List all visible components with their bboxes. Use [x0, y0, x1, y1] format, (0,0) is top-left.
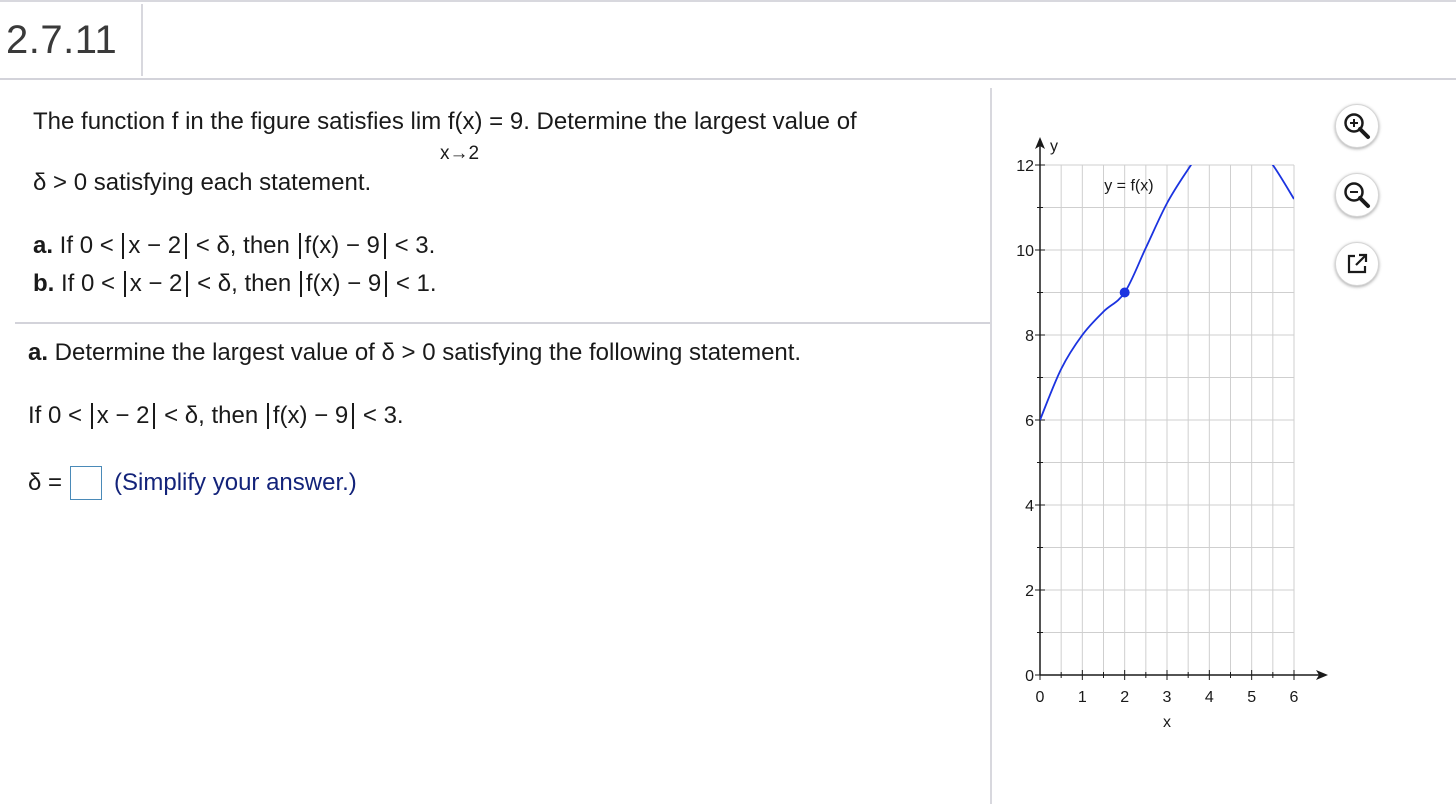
x-tick-label: 2 — [1120, 689, 1130, 706]
statement-a-post: < 3. — [394, 232, 436, 259]
answer-input[interactable] — [70, 466, 102, 500]
simplify-hint: (Simplify your answer.) — [114, 469, 357, 496]
part-a-stmt-pre: If 0 < — [28, 402, 83, 429]
y-axis-label: y — [1050, 138, 1058, 155]
x-tick-label: 4 — [1204, 689, 1214, 706]
highlight-point — [1120, 288, 1130, 298]
part-a-title — [28, 339, 801, 367]
y-tick-label: 6 — [1025, 413, 1034, 430]
lim-operator: lim — [410, 108, 442, 135]
statement-a-label: a. — [33, 232, 54, 259]
statement-b-post: < 1. — [395, 270, 437, 297]
x-tick-label: 5 — [1247, 689, 1257, 706]
delta-label: δ = — [28, 469, 63, 496]
y-tick-label: 2 — [1025, 583, 1034, 600]
x-tick-label: 1 — [1077, 689, 1087, 706]
question-text: The function f in the figure satisfies — [33, 108, 411, 135]
statement-b-pre: If 0 < — [54, 270, 116, 297]
part-a-stmt-post: < 3. — [362, 402, 404, 429]
question-line-2: δ > 0 satisfying each statement. — [33, 169, 372, 196]
problem-number: 2.7.11 — [6, 18, 118, 62]
y-tick-label: 10 — [1016, 243, 1034, 260]
lim-subscript: x→2 — [440, 143, 480, 164]
statement-b-label: b. — [33, 270, 55, 297]
zoom-out-button[interactable] — [1335, 173, 1379, 217]
y-tick-label: 4 — [1025, 498, 1034, 515]
header-rule — [0, 78, 1456, 80]
popout-button[interactable] — [1335, 242, 1379, 286]
zoom-in-icon — [1342, 111, 1372, 141]
abs-fx-minus-9: f(x) − 9 — [267, 403, 354, 429]
abs-fx-minus-9: f(x) − 9 — [300, 271, 387, 297]
statement-a — [33, 232, 435, 260]
section-divider — [15, 322, 990, 324]
function-graph — [1000, 125, 1340, 745]
y-tick-label: 8 — [1025, 328, 1034, 345]
part-a-label: a. — [28, 339, 49, 366]
y-tick-label: 0 — [1025, 668, 1034, 685]
x-tick-label: 3 — [1162, 689, 1172, 706]
answer-row — [28, 466, 357, 500]
part-a-text: Determine the largest value of δ > 0 satisfying the following statement. — [48, 339, 802, 366]
abs-x-minus-2: x − 2 — [91, 403, 156, 429]
column-divider — [990, 88, 992, 804]
zoom-out-icon — [1342, 180, 1372, 210]
statement-b-mid: < δ, then — [197, 270, 292, 297]
abs-fx-minus-9: f(x) − 9 — [299, 233, 386, 259]
question-line-1 — [33, 108, 857, 136]
statement-a-pre: If 0 < — [53, 232, 114, 259]
x-tick-label: 6 — [1289, 689, 1299, 706]
abs-x-minus-2: x − 2 — [124, 271, 189, 297]
curve-label: y = f(x) — [1104, 177, 1154, 195]
x-tick-label: 0 — [1035, 689, 1045, 706]
top-rule — [0, 0, 1456, 2]
header-divider — [141, 4, 143, 76]
question-text-2: f(x) = 9. Determine the largest value of — [441, 108, 857, 135]
x-axis-label: x — [1163, 714, 1171, 731]
statement-b — [33, 270, 437, 298]
y-tick-label: 12 — [1016, 158, 1034, 175]
zoom-in-button[interactable] — [1335, 104, 1379, 148]
popout-icon — [1343, 250, 1371, 278]
part-a-statement — [28, 402, 404, 430]
statement-a-mid: < δ, then — [195, 232, 290, 259]
part-a-stmt-mid: < δ, then — [164, 402, 259, 429]
abs-x-minus-2: x − 2 — [122, 233, 187, 259]
